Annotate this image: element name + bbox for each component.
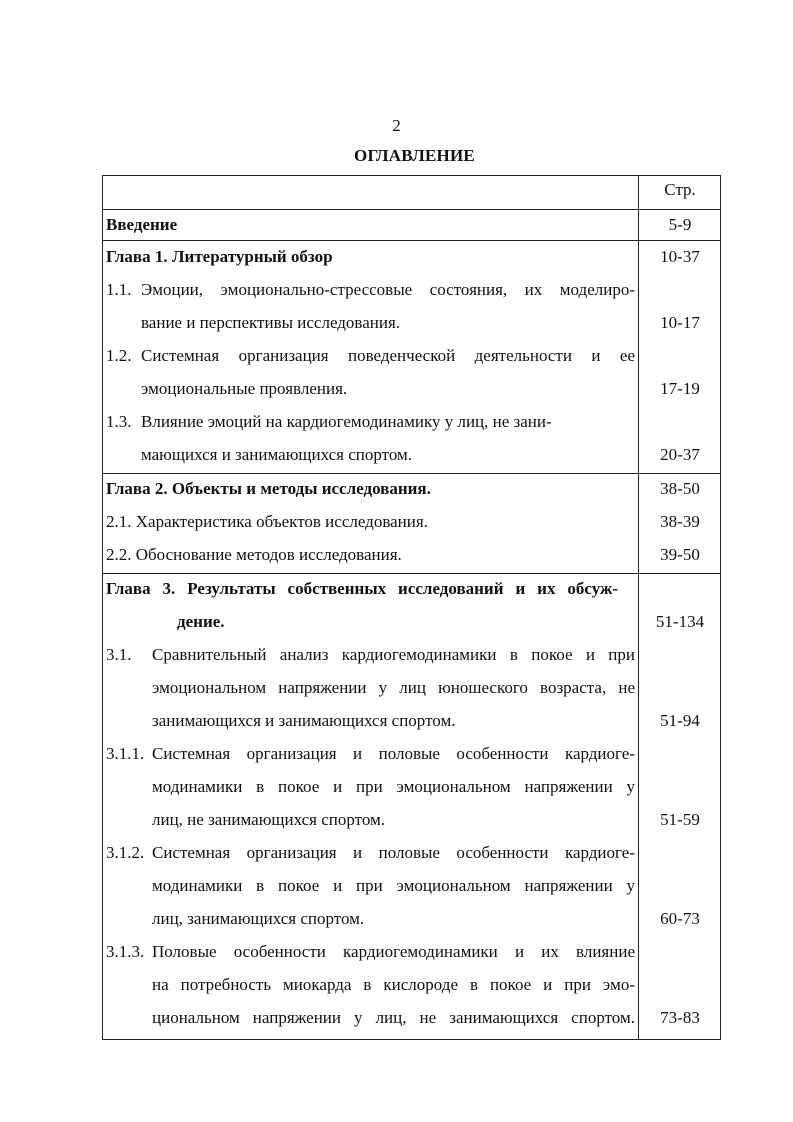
- toc-line: Системная организация и половые особенности кардиоге-: [152, 744, 635, 763]
- toc-line: эмоциональном напряжении у лиц юношеского возраста, не: [152, 678, 635, 697]
- toc-entry-intro: Введение: [106, 215, 178, 234]
- toc-line: вание и перспективы исследования.: [141, 313, 401, 332]
- toc-line: 2.2. Обоснование методов исследования.: [106, 545, 402, 564]
- toc-number: 3.1.2.: [106, 843, 145, 862]
- toc-number: 3.1.1.: [106, 744, 145, 763]
- row-divider: [103, 573, 720, 574]
- toc-line: дение.: [177, 612, 225, 631]
- toc-chapter-3: Глава 3. Результаты собственных исследований и их обсуж-: [106, 579, 618, 598]
- toc-line: модинамики в покое и при эмоциональном напряжении у: [152, 777, 635, 796]
- toc-line: мающихся и занимающихся спортом.: [141, 445, 413, 464]
- toc-page: 10-17: [660, 313, 700, 332]
- table-of-contents: [102, 175, 721, 1040]
- toc-line: 2.1. Характеристика объектов исследования.: [106, 512, 428, 531]
- toc-number: 1.3.: [106, 412, 132, 431]
- toc-line: модинамики в покое и при эмоциональном напряжении у: [152, 876, 635, 895]
- toc-page-ch1: 10-37: [660, 247, 700, 266]
- toc-chapter-2: Глава 2. Объекты и методы исследования.: [106, 479, 431, 498]
- toc-line: Эмоции, эмоционально-стрессовые состояния, их моделиро-: [141, 280, 635, 299]
- toc-page: 73-83: [660, 1008, 700, 1027]
- page-number: 2: [392, 116, 401, 135]
- toc-line: Системная организация поведенческой деятельности и ее: [141, 346, 635, 365]
- toc-line: лиц, занимающихся спортом.: [152, 909, 365, 928]
- toc-line: на потребность миокарда в кислороде в покое и при эмо-: [152, 975, 635, 994]
- toc-line: лиц, не занимающихся спортом.: [152, 810, 386, 829]
- toc-chapter-1: Глава 1. Литературный обзор: [106, 247, 333, 266]
- row-divider: [103, 473, 720, 474]
- toc-line: Системная организация и половые особенности кардиоге-: [152, 843, 635, 862]
- toc-number: 1.2.: [106, 346, 132, 365]
- toc-line: эмоциональные проявления.: [141, 379, 348, 398]
- toc-number: 3.1.: [106, 645, 132, 664]
- pages-column-header: Стр.: [664, 180, 696, 199]
- toc-page: 20-37: [660, 445, 700, 464]
- toc-number: 3.1.3.: [106, 942, 145, 961]
- toc-line: Половые особенности кардиогемодинамики и их влияние: [152, 942, 635, 961]
- toc-line: занимающихся и занимающихся спортом.: [152, 711, 456, 730]
- toc-page: 38-39: [660, 512, 700, 531]
- toc-page: 60-73: [660, 909, 700, 928]
- toc-page-ch2: 38-50: [660, 479, 700, 498]
- toc-page: 39-50: [660, 545, 700, 564]
- page-title: ОГЛАВЛЕНИЕ: [354, 146, 475, 165]
- row-divider: [103, 209, 720, 210]
- toc-page-ch3: 51-134: [655, 612, 705, 631]
- toc-page: 17-19: [660, 379, 700, 398]
- toc-page-intro: 5-9: [668, 215, 692, 234]
- toc-line: Влияние эмоций на кардиогемодинамику у лиц, не зани-: [141, 412, 552, 431]
- row-divider: [103, 240, 720, 241]
- toc-page: 51-59: [660, 810, 700, 829]
- toc-page: 51-94: [660, 711, 700, 730]
- toc-line: циональном напряжении у лиц, не занимающихся спортом.: [152, 1008, 635, 1027]
- toc-number: 1.1.: [106, 280, 132, 299]
- toc-line: Сравнительный анализ кардиогемодинамики в покое и при: [152, 645, 635, 664]
